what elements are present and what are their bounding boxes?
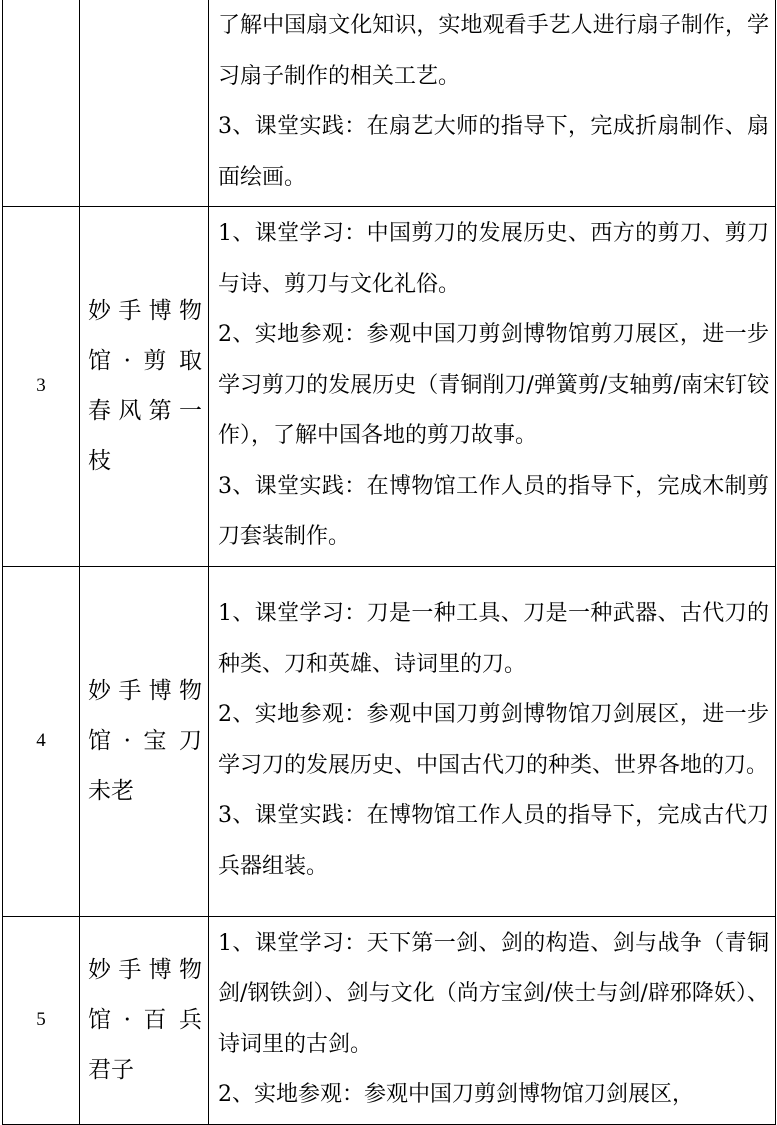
content-paragraph: 2、实地参观：参观中国刀剪剑博物馆刀剑展区，进一步学习刀的发展历史、中国古代刀的种类、世界各地的刀。 xyxy=(218,702,769,778)
content-paragraph: 3、课堂实践：在扇艺大师的指导下，完成折扇制作、扇面绘画。 xyxy=(218,114,769,190)
course-name xyxy=(80,566,209,916)
table-row xyxy=(3,0,776,207)
course-name xyxy=(80,207,209,567)
course-name-line: 君子 xyxy=(88,1057,134,1083)
row-number: 3 xyxy=(3,207,80,567)
row-number: 5 xyxy=(3,916,80,1124)
course-name-line: 馆·剪取 xyxy=(88,348,202,375)
content-paragraph: 1、课堂学习：天下第一剑、剑的构造、剑与战争（青铜剑/钢铁剑）、剑与文化（尚方宝剑/侠士与剑/辟邪降妖）、诗词里的古剑。 xyxy=(218,930,769,1057)
content-paragraph: 1、课堂学习：刀是一种工具、刀是一种武器、古代刀的种类、刀和英雄、诗词里的刀。 xyxy=(218,601,769,677)
course-name-line: 馆·宝刀 xyxy=(88,728,202,754)
content-paragraph: 3、课堂实践：在博物馆工作人员的指导下，完成木制剪刀套装制作。 xyxy=(218,473,769,549)
content-paragraph: 3、课堂实践：在博物馆工作人员的指导下，完成古代刀兵器组装。 xyxy=(218,803,769,879)
content-paragraph: 了解中国扇文化知识，实地观看手艺人进行扇子制作，学习扇子制作的相关工艺。 xyxy=(218,13,769,89)
course-name-line: 春风第一 xyxy=(88,398,202,425)
course-name-line: 妙手博物 xyxy=(88,298,202,325)
course-name-line: 馆·百兵 xyxy=(88,1007,202,1033)
course-content xyxy=(209,207,776,567)
course-content xyxy=(209,566,776,916)
course-content xyxy=(209,0,776,207)
row-number xyxy=(3,0,80,207)
content-paragraph: 1、课堂学习：中国剪刀的发展历史、西方的剪刀、剪刀与诗、剪刀与文化礼俗。 xyxy=(218,221,769,297)
table-row xyxy=(3,207,776,567)
course-name-line: 未老 xyxy=(88,778,134,804)
row-number: 4 xyxy=(3,566,80,916)
course-name xyxy=(80,0,209,207)
course-content xyxy=(209,916,776,1124)
course-table xyxy=(2,0,776,1125)
course-name-line: 枝 xyxy=(88,448,111,475)
course-name-line: 妙手博物 xyxy=(88,678,202,704)
course-name-line: 妙手博物 xyxy=(88,957,202,983)
content-paragraph: 2、实地参观：参观中国刀剪剑博物馆刀剑展区， xyxy=(218,1082,694,1107)
content-paragraph: 2、实地参观：参观中国刀剪剑博物馆剪刀展区，进一步学习剪刀的发展历史（青铜削刀/弹簧剪/支轴剪/南宋钉铰作），了解中国各地的剪刀故事。 xyxy=(218,322,769,448)
table-row xyxy=(3,916,776,1124)
course-name xyxy=(80,916,209,1124)
table-row xyxy=(3,566,776,916)
